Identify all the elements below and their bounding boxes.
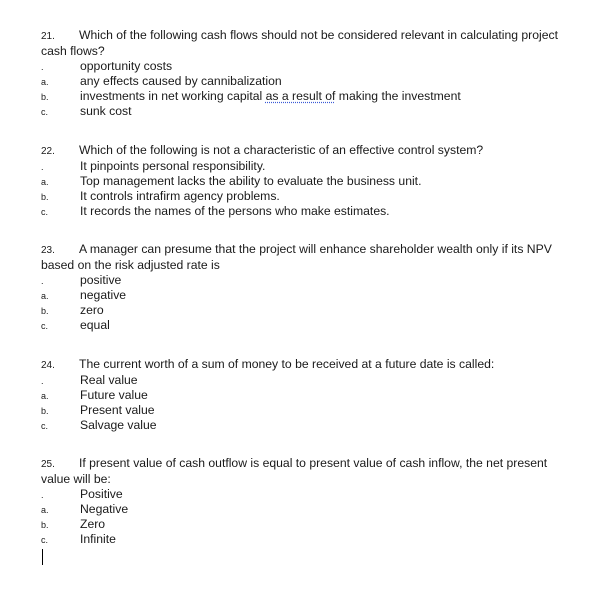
- option-text: equal: [80, 318, 110, 332]
- question-23: [41, 242, 571, 333]
- question-stem: [41, 143, 571, 159]
- option-marker: c.: [41, 421, 49, 431]
- option-marker: b.: [41, 306, 49, 316]
- option-marker: a.: [41, 505, 49, 515]
- option-marker: b.: [41, 520, 49, 530]
- question-22: [41, 143, 571, 219]
- option-row: [41, 532, 571, 547]
- question-number: 22.: [41, 146, 55, 157]
- option-marker: b.: [41, 92, 49, 102]
- option-marker: c.: [41, 535, 49, 545]
- option-row: [41, 273, 571, 288]
- question-text: The current worth of a sum of money to be received at a future date is called:: [79, 357, 495, 371]
- option-text: positive: [80, 273, 122, 287]
- question-number: 25.: [41, 459, 55, 470]
- option-text-part: investments in net working capital: [80, 89, 266, 103]
- option-marker: a.: [41, 291, 49, 301]
- option-text: Future value: [80, 388, 148, 402]
- option-text: [80, 89, 461, 104]
- option-marker: a.: [41, 77, 49, 87]
- option-text: any effects caused by cannibalization: [80, 74, 282, 88]
- option-text: sunk cost: [80, 104, 132, 118]
- question-stem: [41, 456, 571, 487]
- option-text: Top management lacks the ability to evaluate the business unit.: [80, 174, 422, 188]
- option-row: [41, 303, 571, 318]
- option-row: [41, 59, 571, 74]
- option-marker: .: [41, 276, 44, 286]
- option-marker: a.: [41, 177, 49, 187]
- text-cursor: [42, 549, 43, 565]
- option-text: Positive: [80, 487, 123, 501]
- option-text: Infinite: [80, 532, 116, 546]
- option-text: negative: [80, 288, 127, 302]
- option-text: It controls intrafirm agency problems.: [80, 189, 280, 203]
- question-text: A manager can presume that the project will enhance shareholder wealth only if its NPV based on the risk adjusted rate is: [41, 242, 552, 272]
- question-text: Which of the following is not a characteristic of an effective control system?: [79, 143, 484, 157]
- option-row: [41, 159, 571, 174]
- option-marker: .: [41, 490, 44, 500]
- question-text: If present value of cash outflow is equal to present value of cash inflow, the net present value will be:: [41, 456, 548, 486]
- option-row: [41, 502, 571, 517]
- question-21: [41, 28, 571, 119]
- option-row: [41, 487, 571, 502]
- option-row: [41, 517, 571, 532]
- option-marker: c.: [41, 107, 49, 117]
- option-row: [41, 288, 571, 303]
- question-text: Which of the following cash flows should not be considered relevant in calculating project cash flows?: [41, 28, 558, 58]
- option-text: It records the names of the persons who make estimates.: [80, 204, 390, 218]
- question-stem: [41, 28, 571, 59]
- option-marker: .: [41, 62, 44, 72]
- question-number: 24.: [41, 360, 55, 371]
- option-text: zero: [80, 303, 104, 317]
- option-row: [41, 418, 571, 433]
- option-text: Real value: [80, 373, 138, 387]
- option-text: Negative: [80, 502, 129, 516]
- question-number: 21.: [41, 31, 55, 42]
- grammar-marked-text[interactable]: as a result of: [265, 89, 336, 103]
- option-row: [41, 89, 571, 104]
- option-marker: .: [41, 376, 44, 386]
- option-row: [41, 373, 571, 388]
- option-row: [41, 403, 571, 418]
- option-text: It pinpoints personal responsibility.: [80, 159, 266, 173]
- option-marker: b.: [41, 406, 49, 416]
- option-marker: a.: [41, 391, 49, 401]
- question-stem: [41, 357, 571, 373]
- option-row: [41, 74, 571, 89]
- option-row: [41, 204, 571, 219]
- option-text: Zero: [80, 517, 106, 531]
- option-text-part: making the investment: [335, 89, 461, 103]
- option-marker: .: [41, 162, 44, 172]
- question-number: 23.: [41, 245, 55, 256]
- option-row: [41, 388, 571, 403]
- option-marker: c.: [41, 207, 49, 217]
- option-row: [41, 174, 571, 189]
- option-marker: b.: [41, 192, 49, 202]
- option-text: Present value: [80, 403, 155, 417]
- option-text: Salvage value: [80, 418, 157, 432]
- question-25: [41, 456, 571, 547]
- option-marker: c.: [41, 321, 49, 331]
- option-row: [41, 104, 571, 119]
- option-text: opportunity costs: [80, 59, 173, 73]
- question-24: [41, 357, 571, 433]
- option-row: [41, 318, 571, 333]
- option-row: [41, 189, 571, 204]
- question-stem: [41, 242, 571, 273]
